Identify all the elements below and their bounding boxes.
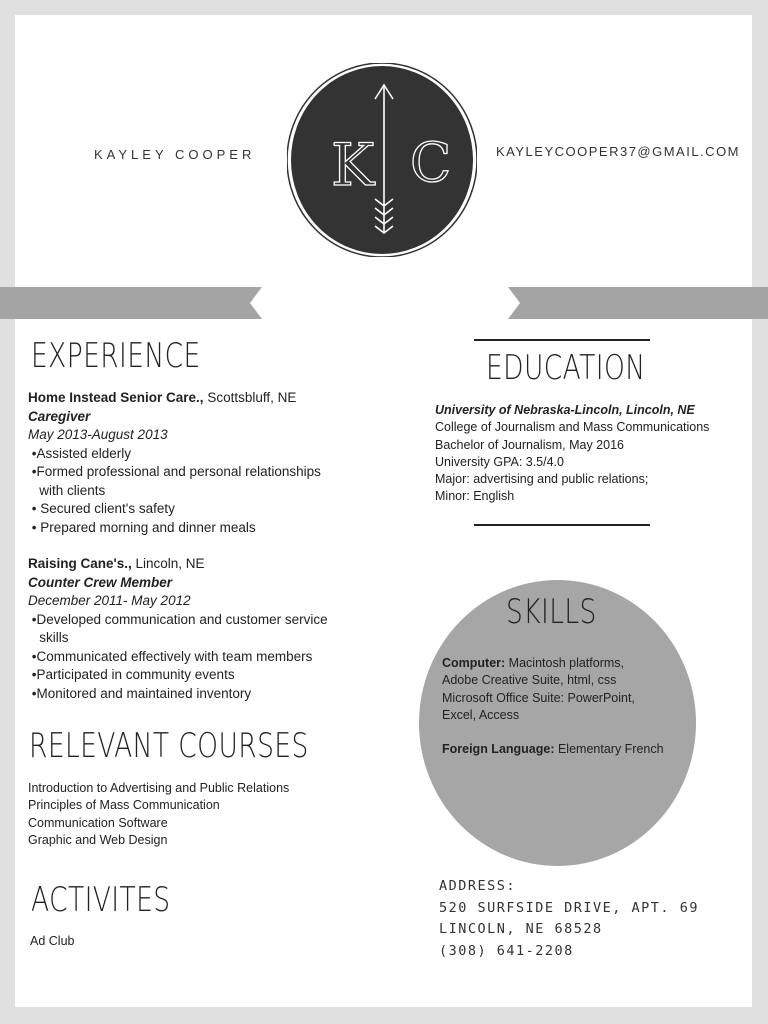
job-1-bullet: • Prepared morning and dinner meals [28, 519, 256, 535]
job-1 [28, 389, 388, 537]
contact-address [439, 876, 699, 963]
job-2-location: Lincoln, NE [131, 556, 205, 571]
job-2-bullet: skills [28, 630, 69, 645]
skills-computer-label: Computer: [442, 656, 506, 670]
job-1-bullets [28, 445, 388, 538]
skills-language-label: Foreign Language: [442, 742, 555, 757]
job-2-bullet: •Communicated effectively with team members [28, 648, 313, 664]
education-line: Bachelor of Journalism, May 2016 [435, 437, 624, 452]
education-top-rule [474, 339, 650, 341]
education-line: University GPA: 3.5/4.0 [435, 454, 564, 469]
education-heading: EDUCATION [486, 348, 646, 388]
education-section [435, 402, 755, 506]
education-line: College of Journalism and Mass Communications [435, 420, 710, 435]
monogram-left-letter: K [331, 131, 375, 199]
activities-heading: ACTIVITES [31, 880, 171, 920]
course-item: Graphic and Web Design [28, 832, 168, 847]
skills-heading: SKILLS [506, 592, 597, 632]
job-1-bullet: • Secured client's safety [28, 501, 175, 516]
candidate-name: KAYLEY COOPER [94, 147, 256, 162]
job-2-bullet: •Monitored and maintained inventory [28, 685, 252, 701]
job-2-dates: December 2011- May 2012 [28, 593, 191, 608]
experience-heading: EXPERIENCE [31, 336, 201, 376]
job-1-employer: Home Instead Senior Care., [28, 390, 204, 405]
courses-heading: RELEVANT COURSES [29, 726, 309, 766]
job-2-bullets [28, 611, 388, 704]
address-street: 520 SURFSIDE DRIVE, APT. 69 [439, 899, 699, 916]
job-1-bullet: •Formed professional and personal relationships [28, 464, 321, 479]
course-item: Principles of Mass Communication [28, 798, 220, 813]
monogram-right-letter: C [410, 131, 452, 194]
skills-computer-line: Adobe Creative Suite, html, css [442, 673, 617, 688]
activities-list [30, 933, 74, 950]
job-1-bullet: with clients [28, 482, 106, 498]
job-1-location: Scottsbluff, NE [203, 390, 297, 405]
education-school: University of Nebraska-Lincoln, Lincoln, NE [435, 403, 695, 417]
courses-list [28, 780, 289, 849]
job-2 [28, 555, 388, 703]
skills-computer-line: Macintosh platforms, [505, 656, 624, 670]
education-bottom-rule [474, 524, 650, 526]
education-line: Major: advertising and public relations; [435, 472, 649, 487]
right-banner-ribbon [508, 287, 768, 319]
job-2-title: Counter Crew Member [28, 574, 173, 590]
job-1-title: Caregiver [28, 408, 91, 424]
job-2-bullet: •Participated in community events [28, 667, 235, 682]
course-item: Introduction to Advertising and Public Relations [28, 781, 290, 795]
address-city: LINCOLN, NE 68528 [439, 921, 603, 938]
phone-number: (308) 641-2208 [439, 943, 574, 960]
job-2-bullet: •Developed communication and customer service [28, 611, 328, 627]
skills-section [442, 655, 682, 758]
skills-computer-line: Excel, Access [442, 707, 520, 722]
monogram-logo [287, 63, 477, 257]
email-address: KAYLEYCOOPER37@GMAIL.COM [496, 144, 741, 159]
course-item: Communication Software [28, 815, 168, 830]
skills-computer-line: Microsoft Office Suite: PowerPoint, [442, 690, 635, 705]
job-1-dates: May 2013-August 2013 [28, 427, 168, 442]
address-label: ADDRESS: [439, 878, 517, 894]
left-banner-ribbon [0, 287, 262, 319]
job-1-bullet: •Assisted elderly [28, 445, 132, 461]
skills-language-value: Elementary French [554, 742, 664, 757]
experience-section [28, 389, 388, 703]
job-2-employer: Raising Cane's., [28, 556, 132, 571]
education-line: Minor: English [435, 489, 515, 504]
activity-item: Ad Club [30, 934, 75, 948]
